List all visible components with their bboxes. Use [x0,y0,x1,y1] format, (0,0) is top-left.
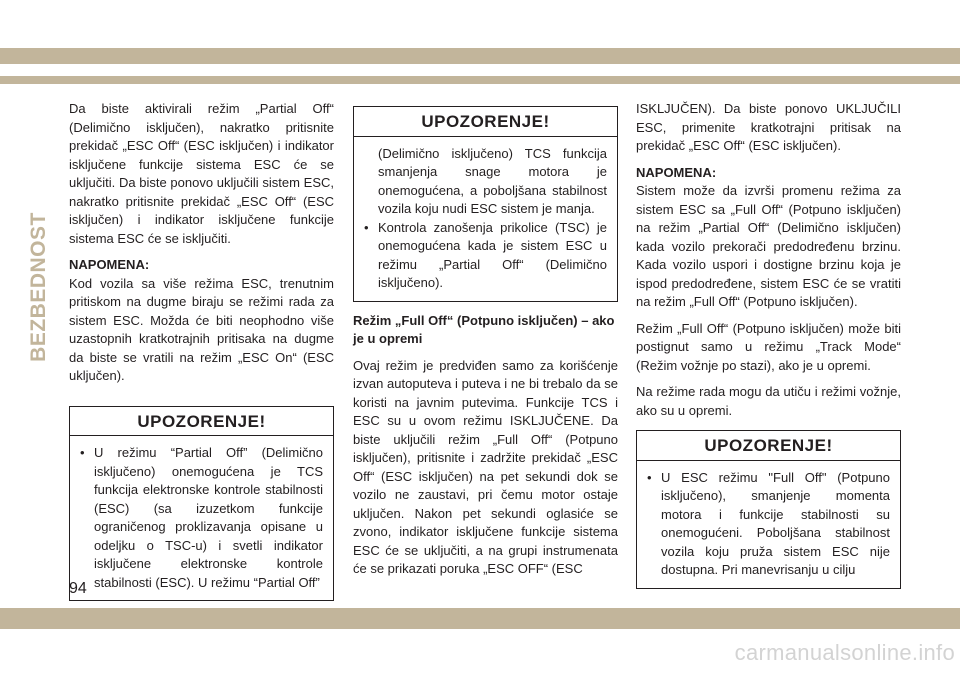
col1-paragraph-1: Da biste aktivirali režim „Partial Off“ (Delimično isključen), nakratko pritisnite prekidač „ESC Off“ (ESC isključen) i indikator isključene funkcije sistema ESC će se uključiti. Da biste ponovo uključili sistem ESC, nakratko pritisnite prekidač „ESC Off“ (ESC isključen) i indikator isključene funkcije sistema ESC će se isključiti. [69,101,334,246]
column-3 [636,100,901,597]
bottom-decorative-band [0,608,960,629]
warning-box [636,430,901,589]
note-title: NAPOMENA: [69,257,150,272]
warning-item: • U režimu “Partial Off” (Delimično isključeno) onemogućena je TCS funkcija elektronske kontrole stabilnosti (ESC) (sa izuzetkom funkcije ograničenog proklizavanja opisane u odeljku o TSC-u) i svetli indikator isključene elektronske kontrole stabilnosti (ESC). U režimu “Partial Off” [80,444,323,592]
warning-item: • Kontrola zanošenja prikolice (TSC) je onemogućena kada je sistem ESC u režimu „Partial Off“ (Delimično isključeno). [364,219,607,293]
warning-title: UPOZORENJE! [70,407,333,437]
col3-paragraph-1: ISKLJUČEN). Da biste ponovo UKLJUČILI ESC, primenite kratkotrajni pritisak na prekidač „ESC Off“ (ESC isključen). [636,101,901,153]
col3-note [636,164,901,312]
column-2 [353,100,618,587]
warning-box [353,106,618,302]
note-title: NAPOMENA: [636,164,717,180]
warning-title: UPOZORENJE! [637,431,900,461]
page-number: 94 [69,580,87,597]
column-1 [69,100,334,609]
warning-continuation: (Delimično isključeno) TCS funkcija smanjenja snage motora je onemogućena, a poboljšana stabilnost vozila koju nudi ESC sistem je manja. [378,145,607,216]
warning-box [69,406,334,602]
col3-paragraph-2: Režim „Full Off“ (Potpuno isključen) može biti postignut samo u režimu „Track Mode“ (Režim vožnje po stazi), ako je u opremi. [636,320,901,373]
warning-body [354,137,617,301]
top-decorative-band [0,48,960,64]
warning-title: UPOZORENJE! [354,107,617,137]
col3-paragraph-3: Na režime rada mogu da utiču i režimi vožnje, ako su u opremi. [636,384,901,418]
warning-body [70,436,333,600]
col1-note [69,256,334,386]
note-text: Kod vozila sa više režima ESC, trenutnim pritiskom na dugme biraju se režimi rada za sistem ESC. Možda će biti neophodno više uzastopnih kratkotrajnih pritisaka na dugme da biste se vratili na režim „ESC On“ (ESC uključen). [69,275,334,383]
section-side-label [14,212,64,362]
warning-item: • U ESC režimu "Full Off" (Potpuno isključeno), smanjenje momenta motora i funkcije stabilnosti su onemogućeni. Poboljšana stabilnost vozila koju pruža sistem ESC nije dostupna. Pri manevrisanju u cilju [647,469,890,580]
section-heading: Režim „Full Off“ (Potpuno isključen) – ako je u opremi [353,312,615,346]
note-text: Sistem može da izvrši promenu režima za sistem ESC sa „Full Off“ (Potpuno isključen) na režim „Partial Off“ (Delimično isključen) kada vozilo prekorači predodređenu brzinu. Kada vozilo uspori i dostigne brzinu koja je ispod predodređene, sistem ESC će se vratiti na režim „Full Off“ (Potpuno isključen). [636,183,901,309]
warning-body [637,461,900,588]
watermark: carmanualsonline.info [734,640,955,665]
section-title: BEZBEDNOST [27,212,50,362]
col2-paragraph: Ovaj režim je predviđen samo za korišćenje izvan autoputeva i puteva i ne bi trebalo da se koristi na javnim putevima. Funkcije TCS i ESC su u ovom režimu ISKLJUČENE. Da biste uključili režim „Full Off“ (Potpuno isključen), pritisnite i zadržite prekidač „ESC Off“ (ESC isključen) na pet sekundi dok se vozilo ne zaustavi, pri čemu motor ostaje uključen. Nakon pet sekundi oglasiće se zvono, indikator isključene funkcije sistema ESC će se uključiti, a na grupi instrumenata će se prikazati poruka „ESC OFF“ (ESC [353,357,618,576]
top-thin-band [0,76,960,84]
